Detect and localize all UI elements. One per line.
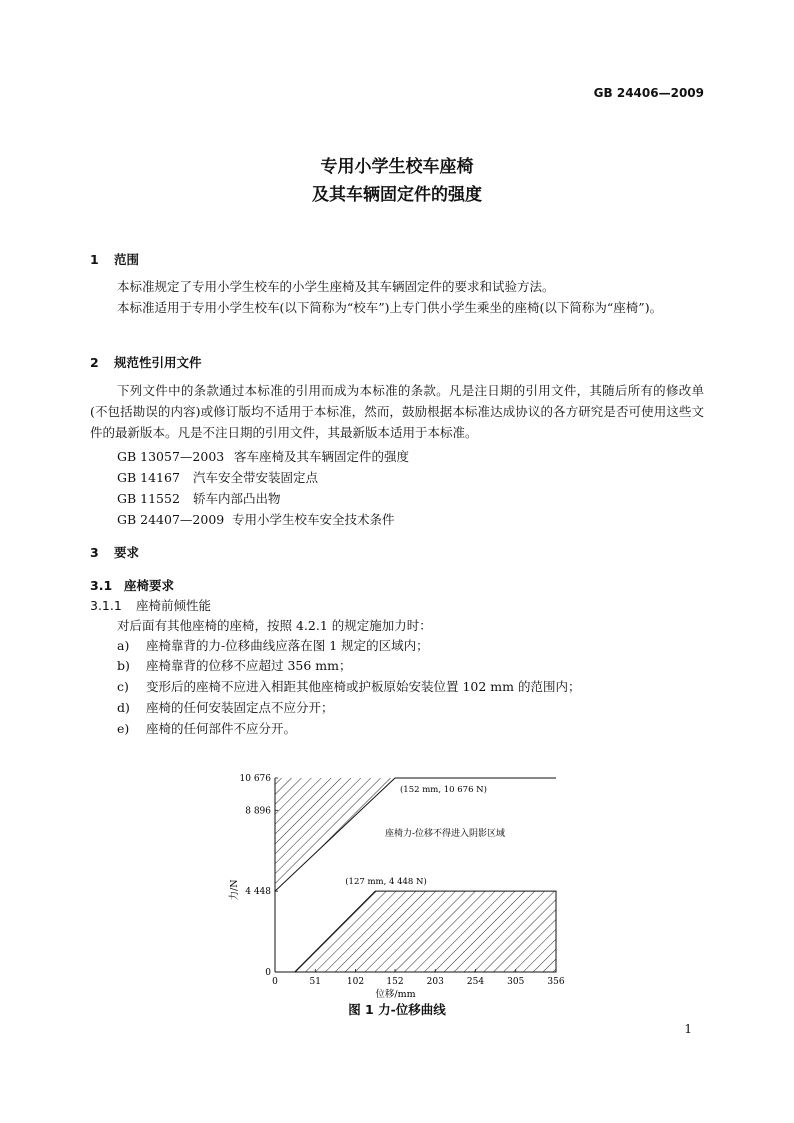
x-tick-label: 152 [386,977,404,987]
section-2-para-1: 下列文件中的条款通过本标准的引用而成为本标准的条款。凡是注日期的引用文件，其随后所有的修改单(不包括勘误的内容)或修订版均不适用于本标准，然而，鼓励根据本标准达成协议的各方研究是否可使用这些文件的最新版本。凡是不注日期的引用文件，其最新版本适用于本标准。 [90,383,704,440]
section-title: 范围 [114,252,140,267]
y-tick-label: 8 896 [245,806,271,817]
section-number: 2 [90,355,99,370]
y-tick-label: 0 [265,968,271,978]
x-tick-label: 102 [346,977,365,987]
list-label: c) [117,679,129,694]
reference-code: GB 24407—2009 [117,512,225,527]
list-label: e) [117,721,130,736]
y-tick-label: 4 448 [245,887,271,898]
reference-title: 专用小学生校车安全技术条件 [232,512,395,527]
list-text: 变形后的座椅不应进入相距其他座椅或护板原始安装位置 102 mm 的范围内； [146,679,581,694]
point-annotation: (127 mm, 4 448 N) [345,877,427,888]
reference-title: 汽车安全带安装固定点 [193,470,319,485]
x-tick-label: 254 [466,977,485,987]
y-axis-label: 力/N [229,879,240,901]
list-text: 座椅的任何部件不应分开。 [146,721,297,736]
section-number: 3.1 [90,578,113,593]
reference-title: 客车座椅及其车辆固定件的强度 [234,449,410,464]
reference-code: GB 13057—2003 [117,449,225,464]
document-title-line2: 及其车辆固定件的强度 [312,185,482,205]
figure-caption: 图 1 力-位移曲线 [348,1002,446,1017]
lower-shaded-region [295,891,556,972]
point-annotation: (152 mm, 10 676 N) [399,785,487,795]
x-tick-label: 203 [426,977,444,987]
section-3-1-1-intro: 对后面有其他座椅的座椅，按照 4.2.1 的规定施加力时： [117,618,432,633]
section-title: 座椅要求 [124,578,175,593]
reference-code: GB 11552 [117,491,180,506]
reference-code: GB 14167 [117,470,180,485]
chart-title: 座椅力-位移不得进入阴影区域 [384,829,506,839]
section-1-para-1: 本标准规定了专用小学生校车的小学生座椅及其车辆固定件的要求和试验方法。 [117,279,555,294]
list-label: d) [117,700,130,715]
document-title-line1: 专用小学生校车座椅 [320,157,474,177]
y-tick-label: 10 676 [239,774,271,784]
x-tick-label: 51 [309,977,321,987]
x-tick-label: 0 [272,977,278,987]
section-title: 座椅前倾性能 [136,598,212,613]
standard-number: GB 24406—2009 [593,86,704,100]
section-title: 要求 [114,545,140,560]
section-1-para-2: 本标准适用于专用小学生校车(以下简称为“校车”)上专门供小学生乘坐的座椅(以下简称为“座椅”)。 [117,300,663,315]
reference-title: 轿车内部凸出物 [193,491,281,506]
list-label: a) [117,638,130,653]
list-text: 座椅靠背的位移不应超过 356 mm； [146,658,352,673]
section-number: 1 [90,252,99,267]
page-number: 1 [684,1022,692,1036]
list-text: 座椅靠背的力-位移曲线应落在图 1 规定的区域内； [146,638,429,653]
section-number: 3 [90,545,99,560]
list-text: 座椅的任何安装固定点不应分开； [146,700,334,715]
list-label: b) [117,658,130,673]
section-title: 规范性引用文件 [114,355,202,370]
x-tick-label: 305 [507,977,525,987]
x-axis-label: 位移/mm [375,989,416,1000]
x-tick-label: 356 [547,977,565,987]
section-number: 3.1.1 [90,598,122,613]
